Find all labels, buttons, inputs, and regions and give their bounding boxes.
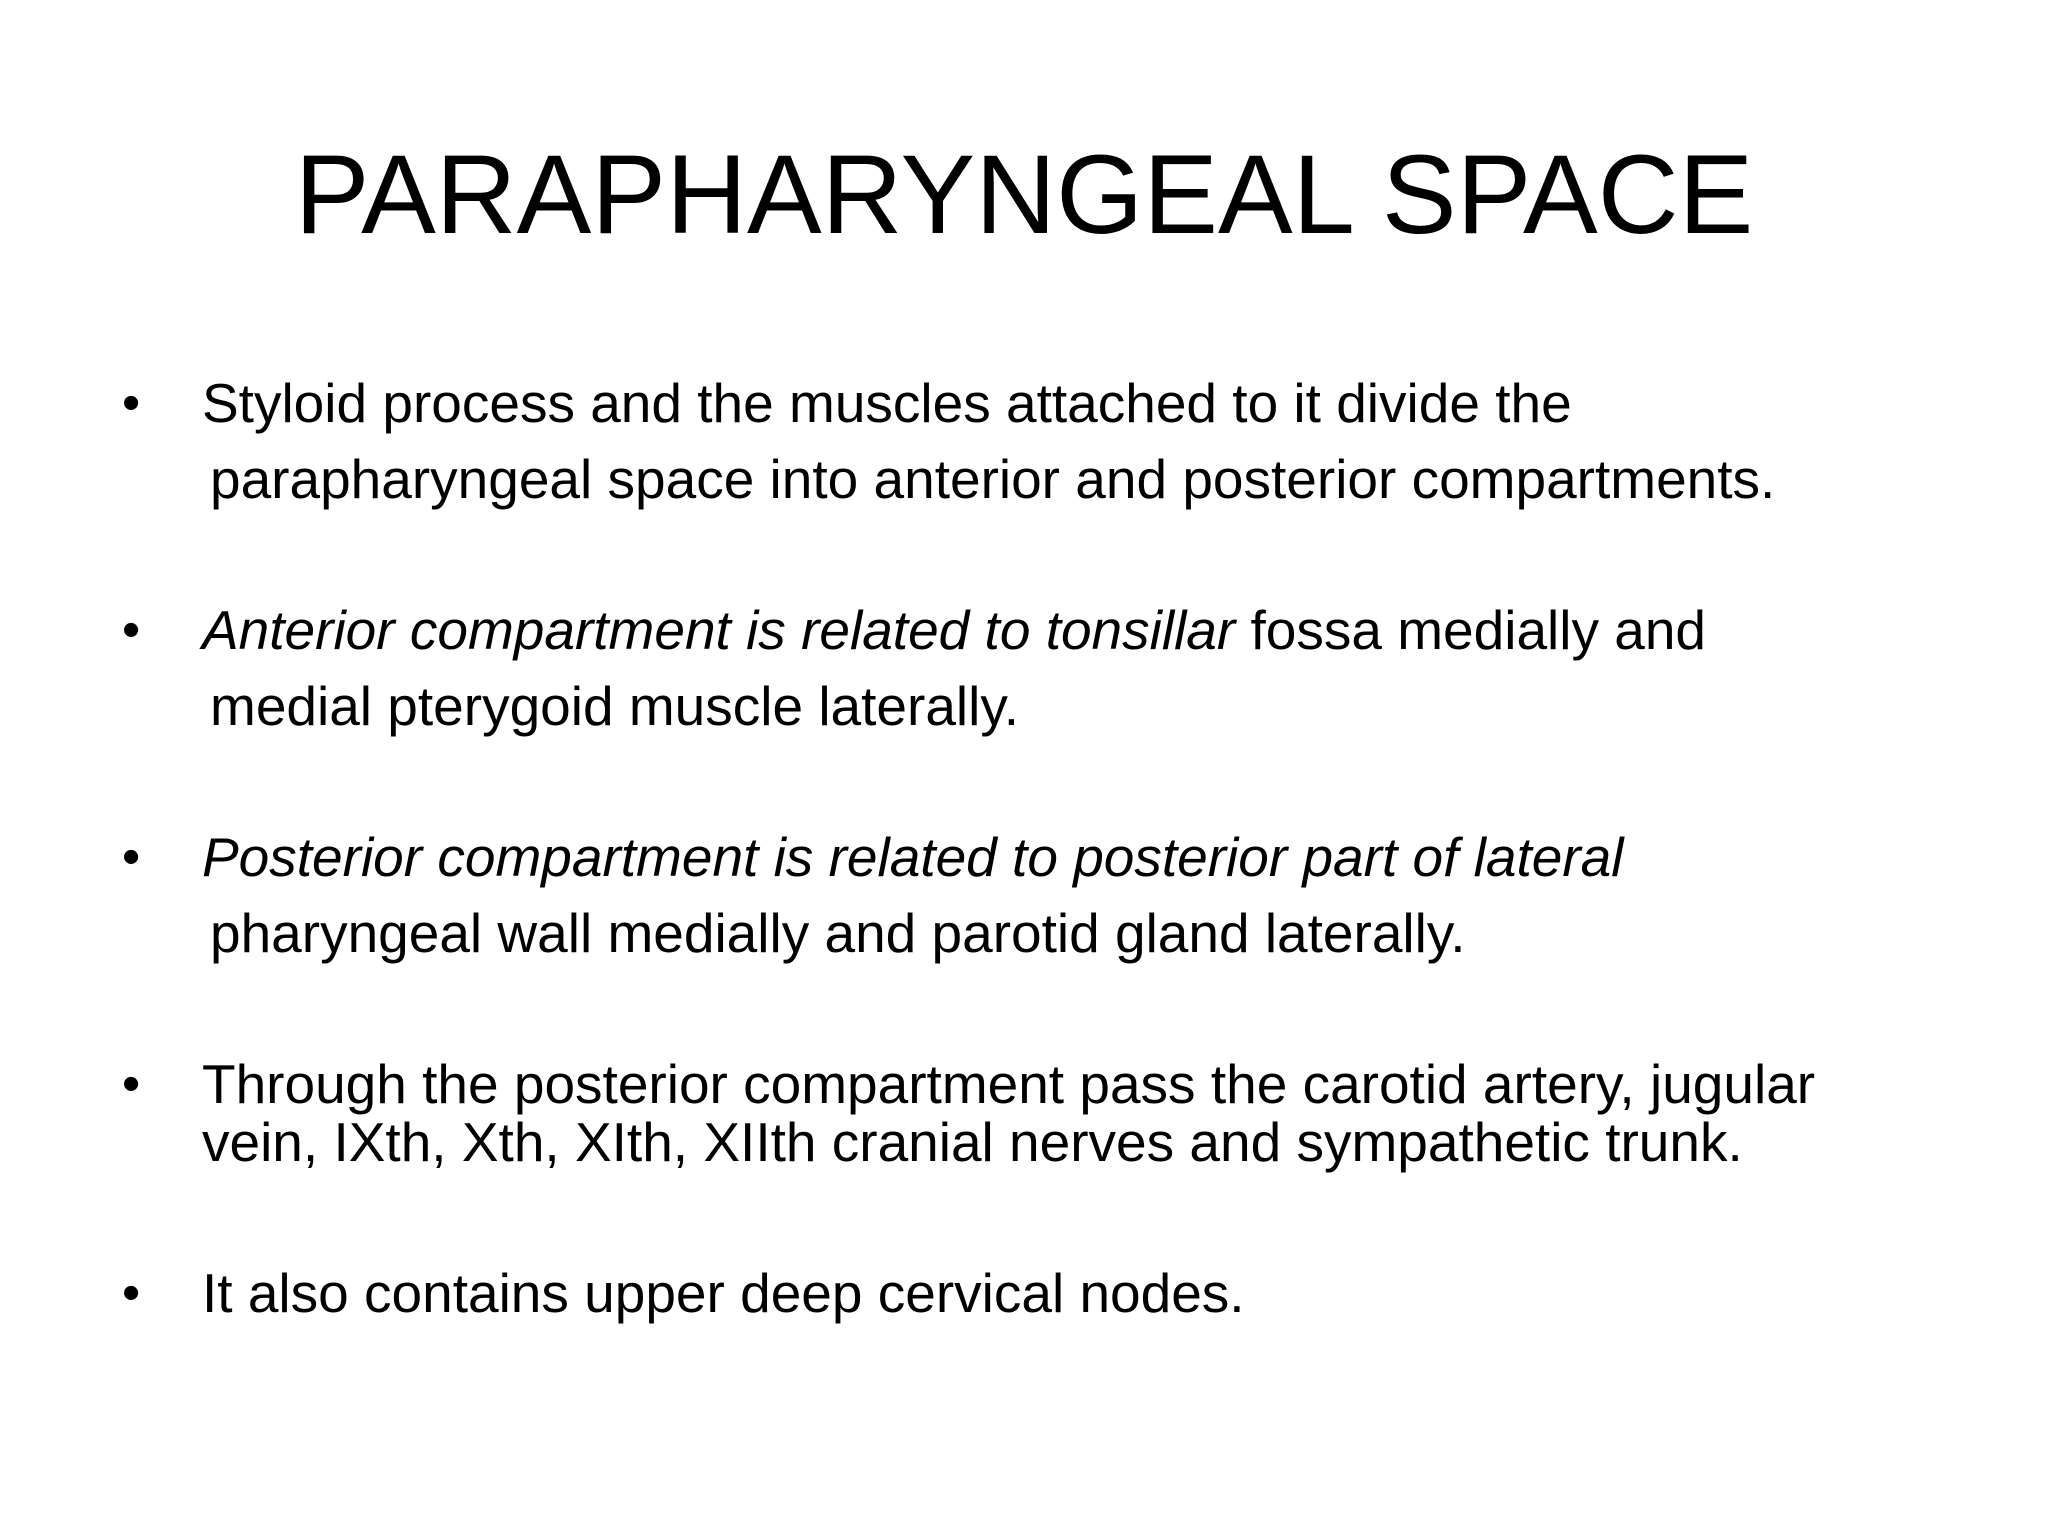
bullet-marker: •: [122, 1264, 141, 1322]
bullet-4-line-1: Through the posterior compartment pass the carotid artery, jugular: [202, 1053, 1816, 1115]
bullet-1-line-1: Styloid process and the muscles attached to it divide the: [202, 372, 1572, 434]
bullet-2-italic-text: Anterior compartment is related to tonsillar: [202, 599, 1236, 661]
bullet-3-line-1: [202, 819, 1623, 895]
bullet-2-line-2: medial pterygoid muscle laterally.: [210, 675, 1020, 737]
bullet-3-line-2: pharyngeal wall medially and parotid gland laterally.: [210, 902, 1466, 964]
bullet-4-line-2: vein, IXth, Xth, XIth, XIIth cranial nerves and sympathetic trunk.: [202, 1111, 1743, 1173]
bullet-marker: •: [122, 828, 141, 886]
bullet-1-line-2: parapharyngeal space into anterior and posterior compartments.: [210, 448, 1776, 510]
bullet-3-italic-text: Posterior compartment is related to posterior part of lateral: [202, 826, 1624, 888]
bullet-5-line-1: It also contains upper deep cervical nodes.: [202, 1262, 1245, 1324]
bullet-marker: •: [122, 601, 141, 659]
bullet-marker: •: [122, 374, 141, 432]
bullet-marker: •: [122, 1055, 141, 1113]
bullet-2-regular-text: fossa medially and: [1235, 599, 1707, 661]
slide-title: PARAPHARYNGEAL SPACE: [294, 132, 1754, 257]
bullet-2-line-1: [202, 592, 1706, 668]
